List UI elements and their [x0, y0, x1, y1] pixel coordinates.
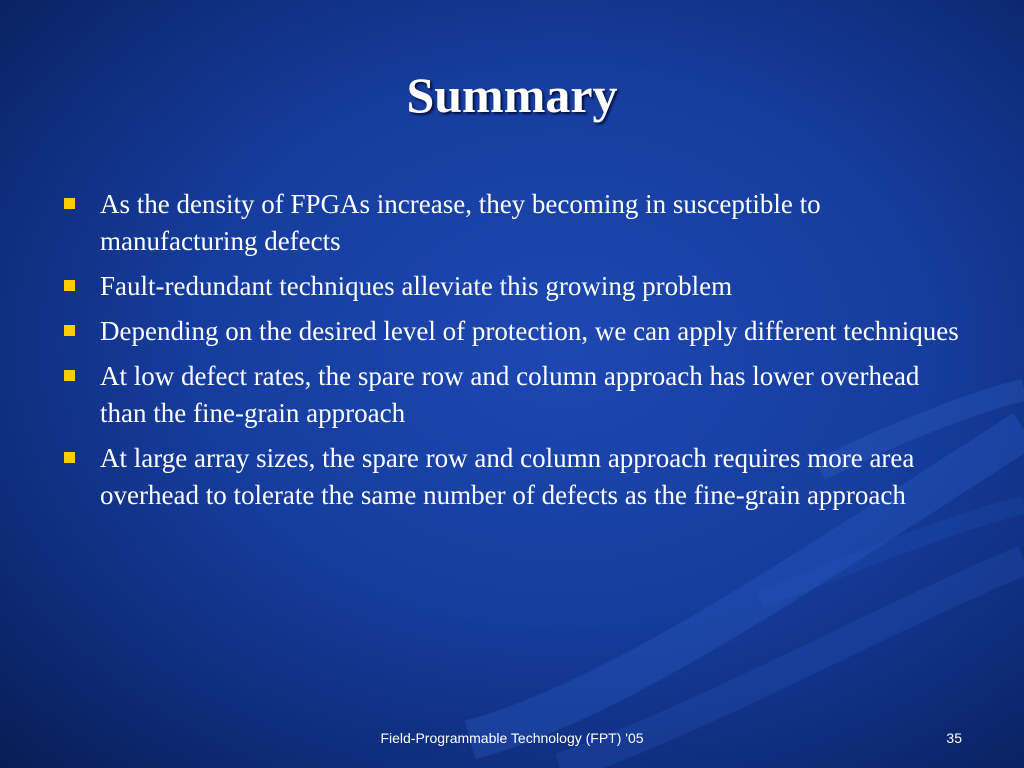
- bullet-item: [63, 440, 963, 514]
- square-bullet-icon: [64, 198, 75, 209]
- page-number: 35: [946, 730, 962, 746]
- square-bullet-icon: [64, 452, 75, 463]
- bullet-list: [63, 186, 963, 522]
- bullet-text: At low defect rates, the spare row and column approach has lower overhead than the fine-grain approach: [100, 361, 920, 428]
- bullet-text: At large array sizes, the spare row and column approach requires more area overhead to tolerate the same number of defects as the fine-grain approach: [100, 443, 915, 510]
- slide-title: Summary: [406, 67, 618, 123]
- bullet-item: [63, 358, 963, 432]
- bullet-item: [63, 268, 963, 305]
- square-bullet-icon: [64, 370, 75, 381]
- bullet-item: [63, 313, 963, 350]
- bullet-text: Depending on the desired level of protection, we can apply different techniques: [100, 316, 959, 346]
- square-bullet-icon: [64, 325, 75, 336]
- bullet-text: As the density of FPGAs increase, they becoming in susceptible to manufacturing defects: [100, 189, 821, 256]
- bullet-item: [63, 186, 963, 260]
- bullet-text: Fault-redundant techniques alleviate this growing problem: [100, 271, 733, 301]
- slide-footer: Field-Programmable Technology (FPT) '05: [380, 730, 644, 746]
- square-bullet-icon: [64, 280, 75, 291]
